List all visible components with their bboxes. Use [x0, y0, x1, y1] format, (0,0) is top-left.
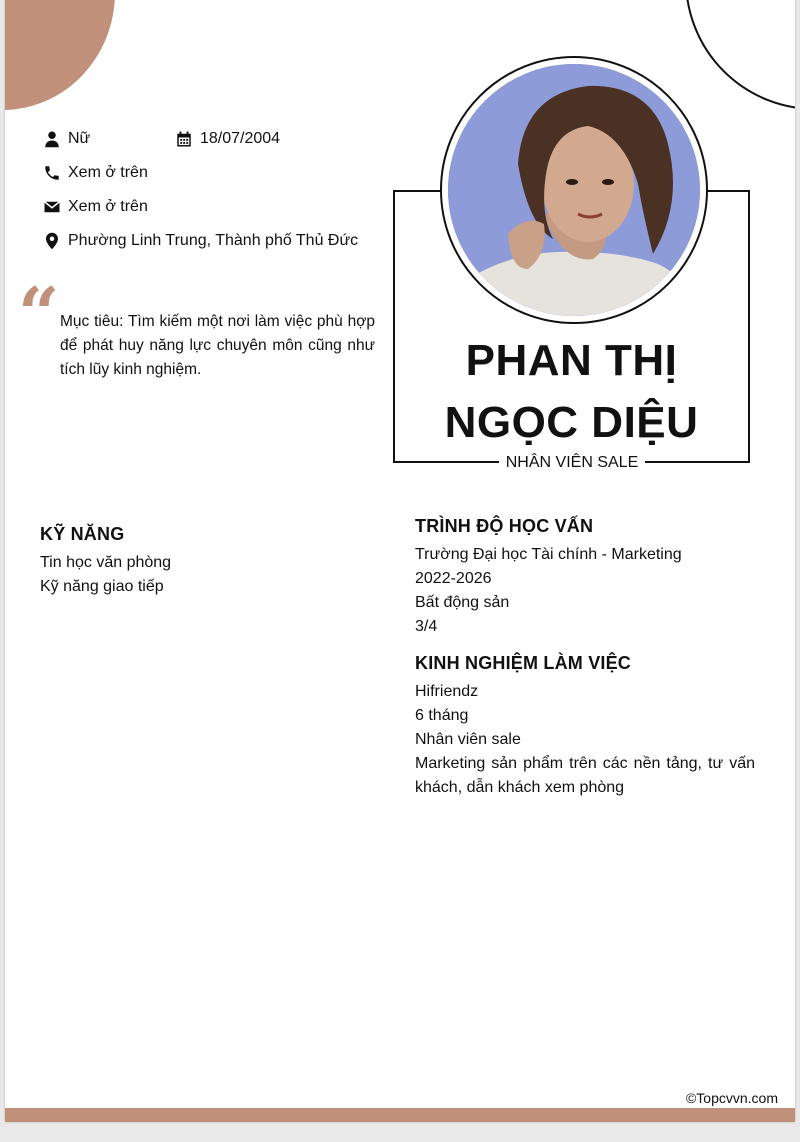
- education-year: 3/4: [415, 618, 438, 635]
- skill-item: Kỹ năng giao tiếp: [40, 578, 164, 595]
- birthday-value: 18/07/2004: [200, 130, 281, 147]
- portrait-photo: [448, 64, 700, 316]
- decorative-circle-top-right: [685, 0, 795, 110]
- experience-description: Marketing sản phẩm trên các nền tảng, tư vấn khách, dẫn khách xem phòng: [415, 755, 755, 796]
- gender-value: Nữ: [68, 130, 91, 147]
- quote-icon: “: [18, 271, 60, 356]
- person-icon: [42, 129, 62, 149]
- experience-position: Nhân viên sale: [415, 731, 521, 748]
- copyright-text: ©Topcvvn.com: [685, 1090, 778, 1106]
- email-row: [42, 195, 148, 219]
- experience-company: Hifriendz: [415, 683, 479, 700]
- bottom-accent-bar: [5, 1108, 795, 1122]
- career-objective: Mục tiêu: Tìm kiếm một nơi làm việc phù hợp để phát huy năng lực chuyên môn cũng như tích lũy kinh nghiệm.: [60, 313, 375, 378]
- calendar-icon: [174, 129, 194, 149]
- skills-heading: KỸ NĂNG: [40, 524, 125, 544]
- education-school: Trường Đại học Tài chính - Marketing: [415, 546, 682, 563]
- job-title: NHÂN VIÊN SALE: [499, 451, 645, 475]
- phone-value: Xem ở trên: [68, 164, 148, 181]
- experience-heading: KINH NGHIỆM LÀM VIỆC: [415, 653, 632, 673]
- mail-icon: [42, 197, 62, 217]
- gender-row: [42, 127, 90, 151]
- full-name-line-1: PHAN THỊ: [465, 336, 678, 385]
- skill-item: Tin học văn phòng: [40, 554, 172, 571]
- avatar: [448, 64, 700, 316]
- phone-row: [42, 161, 148, 185]
- experience-duration: 6 tháng: [415, 707, 469, 724]
- birthday-row: [174, 127, 280, 151]
- education-period: 2022-2026: [415, 570, 492, 587]
- address-value: Phường Linh Trung, Thành phố Thủ Đức: [68, 232, 359, 249]
- decorative-circle-top-left: [5, 0, 115, 110]
- location-pin-icon: [42, 231, 62, 251]
- phone-icon: [42, 163, 62, 183]
- full-name-line-2: NGỌC DIỆU: [444, 398, 699, 447]
- email-value: Xem ở trên: [68, 198, 148, 215]
- education-major: Bất động sản: [415, 594, 510, 611]
- address-row: [42, 229, 358, 253]
- education-heading: TRÌNH ĐỘ HỌC VẤN: [415, 516, 594, 536]
- full-name: [393, 330, 750, 454]
